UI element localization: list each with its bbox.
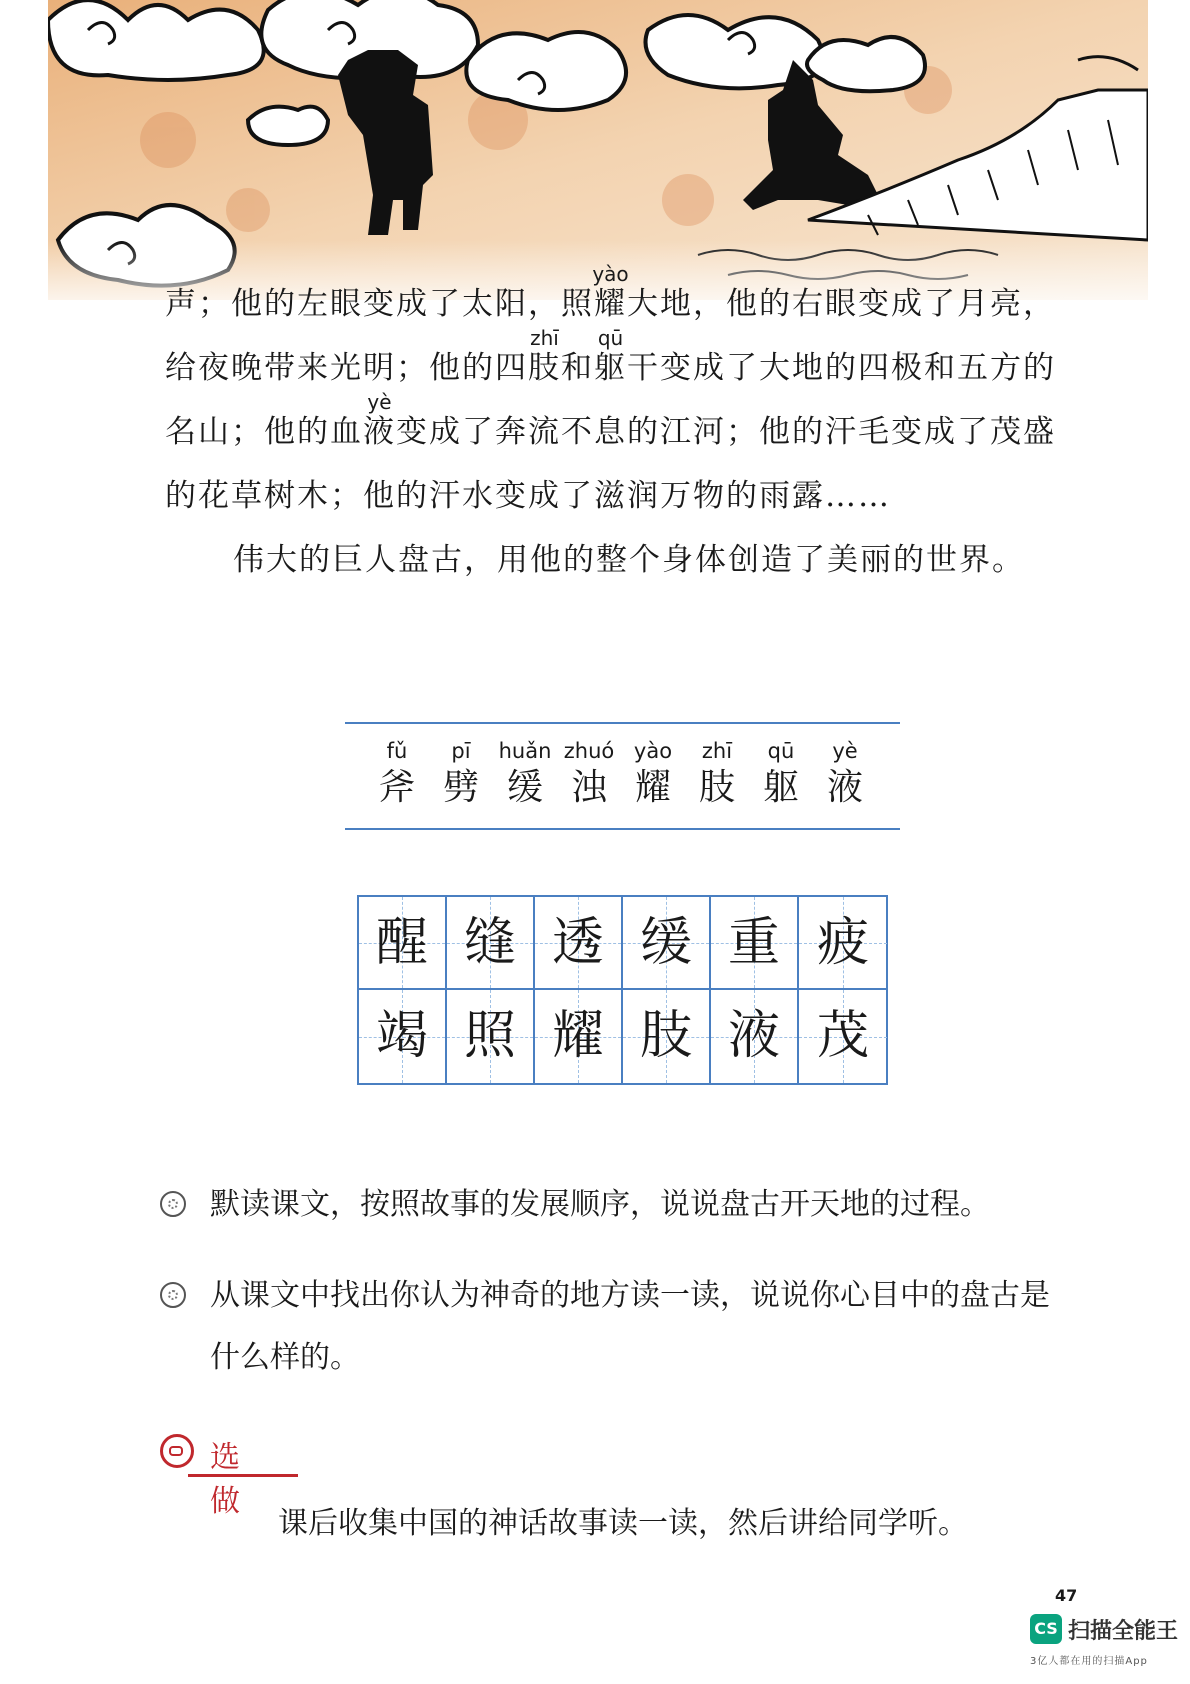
grid-cell <box>359 990 447 1083</box>
pinyin-annotation: zhī <box>530 326 559 350</box>
grid-char: 照 <box>463 1006 516 1066</box>
pinyin-annotation: yào <box>592 262 629 286</box>
ruby-char <box>528 326 561 388</box>
grid-cell <box>711 990 799 1083</box>
optional-label: 选 做 <box>210 1440 252 1519</box>
scanner-watermark <box>1030 1614 1180 1672</box>
passage-line-2 <box>165 326 1056 388</box>
passage-text: 的花草树木；他的汗水变成了滋润万物的雨露…… <box>165 478 891 514</box>
vocab-char: 肢 <box>698 767 735 808</box>
grid-cell <box>535 897 623 990</box>
grid-char: 肢 <box>639 1006 692 1066</box>
optional-section-heading <box>158 1430 298 1519</box>
ruby-char <box>363 390 396 452</box>
vocab-pinyin: pī <box>451 739 471 763</box>
passage-text: 大地，他的右眼变成了月亮， <box>627 286 1056 322</box>
camscanner-logo-icon: CS <box>1030 1614 1062 1644</box>
exercise-text: 默读课文，按照故事的发展顺序，说说盘古开天地的过程。 <box>210 1187 990 1222</box>
exercise-text: 从课文中找出你认为神奇的地方读一读，说说你心目中的盘古是 <box>210 1278 1050 1313</box>
exercise-text: 什么样的。 <box>210 1340 360 1375</box>
grid-cell <box>711 897 799 990</box>
passage-text: 声；他的左眼变成了太阳，照 <box>165 286 594 322</box>
vocab-pinyin: zhī <box>701 739 733 763</box>
ruby-base: 躯 <box>594 350 627 386</box>
vocab-pinyin: fǔ <box>386 739 408 763</box>
passage-text: 名山；他的血 <box>165 414 363 450</box>
passage-text: 干变成了大地的四极和五方的 <box>627 350 1056 386</box>
vocab-pinyin: zhuó <box>563 739 615 763</box>
vocab-pinyin: huǎn <box>498 739 552 763</box>
grid-cell <box>535 990 623 1083</box>
grid-char: 竭 <box>375 1006 428 1066</box>
ruby-base: 液 <box>363 414 396 450</box>
pinyin-annotation: qū <box>597 326 624 350</box>
vocab-char: 液 <box>826 767 863 808</box>
grid-cell <box>447 990 535 1083</box>
vocab-char: 劈 <box>442 767 479 808</box>
grid-char: 缝 <box>463 913 516 973</box>
vocab-item <box>493 736 557 810</box>
new-words-strip <box>345 722 900 830</box>
ruby-char <box>594 326 627 388</box>
grid-cell <box>799 897 887 990</box>
ruby-base: 耀 <box>594 286 627 322</box>
vocab-pinyin: yè <box>832 739 858 763</box>
optional-task-text: 课后收集中国的神话故事读一读，然后讲给同学听。 <box>278 1506 968 1541</box>
grid-cell <box>447 897 535 990</box>
passage-line-3 <box>165 390 1056 452</box>
optional-underline <box>188 1474 298 1477</box>
grid-char: 缓 <box>639 913 692 973</box>
grid-char: 茂 <box>816 1006 869 1066</box>
exercise-bullet-icon <box>160 1282 186 1308</box>
grid-char: 液 <box>727 1006 780 1066</box>
vocab-item <box>749 736 813 810</box>
pinyin-annotation: yè <box>367 390 392 414</box>
passage-text: 给夜晚带来光明；他的四 <box>165 350 528 386</box>
grid-cell <box>623 897 711 990</box>
vocab-item <box>621 736 685 810</box>
grid-cell <box>359 897 447 990</box>
vocab-char: 缓 <box>506 767 543 808</box>
page-number: 47 <box>1055 1586 1078 1605</box>
vocab-char: 浊 <box>570 767 607 808</box>
vocab-pinyin: qū <box>767 739 795 763</box>
optional-task-icon <box>160 1434 194 1468</box>
grid-cell <box>799 990 887 1083</box>
ruby-base: 肢 <box>528 350 561 386</box>
vocab-char: 耀 <box>634 767 671 808</box>
vocab-char: 躯 <box>762 767 799 808</box>
vocab-item <box>685 736 749 810</box>
grid-cell <box>623 990 711 1083</box>
grid-char: 耀 <box>551 1006 604 1066</box>
grid-char: 重 <box>727 913 780 973</box>
passage-line-4 <box>165 476 891 516</box>
passage-text: 和 <box>561 350 594 386</box>
exercise-bullet-icon <box>160 1191 186 1217</box>
vocab-char: 斧 <box>378 767 415 808</box>
vocab-item <box>557 736 621 810</box>
writing-grid <box>357 895 888 1085</box>
vocab-item <box>429 736 493 810</box>
passage-line-5 <box>233 540 1025 580</box>
vocab-pinyin: yào <box>633 739 673 763</box>
vocab-item <box>813 736 877 810</box>
passage-text: 伟大的巨人盘古，用他的整个身体创造了美丽的世界。 <box>233 542 1025 578</box>
grid-char: 醒 <box>375 913 428 973</box>
vocab-item <box>365 736 429 810</box>
passage-text: 变成了奔流不息的江河；他的汗毛变成了茂盛 <box>396 414 1056 450</box>
watermark-tagline: 3亿人都在用的扫描App <box>1030 1656 1148 1667</box>
watermark-app-name: 扫描全能王 <box>1068 1619 1179 1644</box>
grid-char: 透 <box>551 913 604 973</box>
grid-char: 疲 <box>816 913 869 973</box>
